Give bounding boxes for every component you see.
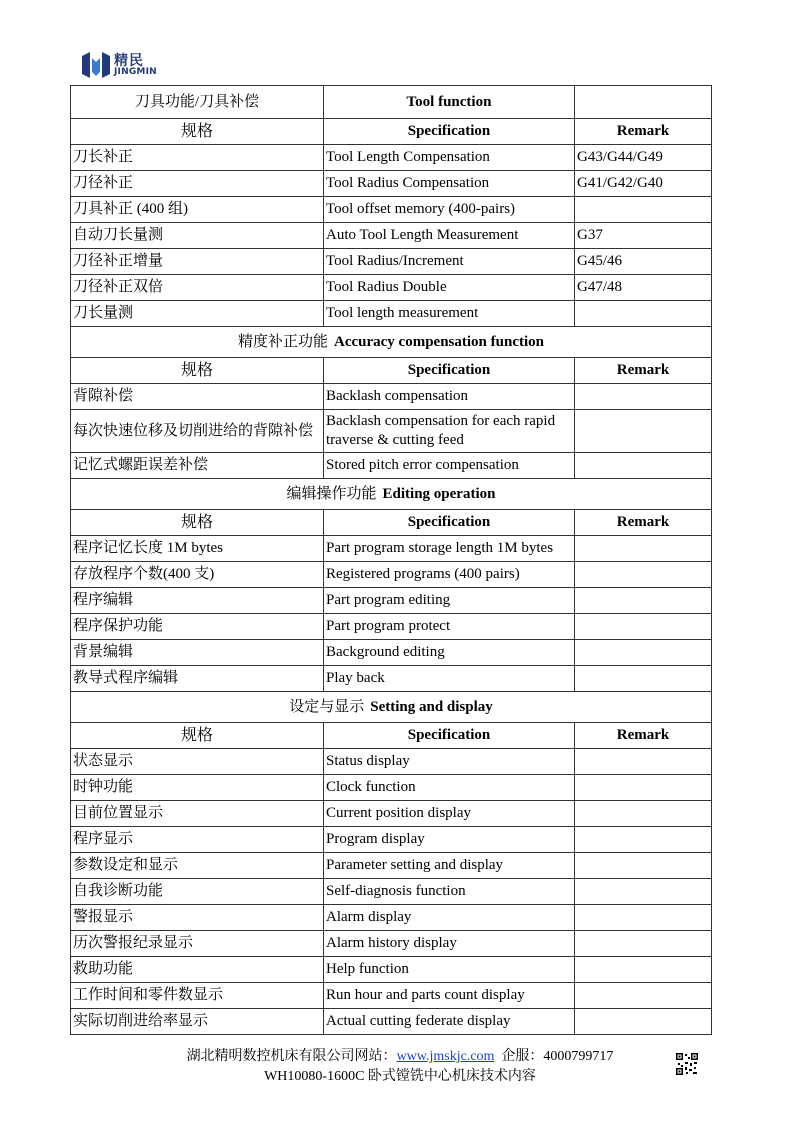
- table-row: [71, 879, 712, 905]
- row-spec-en: Part program storage length 1M bytes: [324, 536, 575, 562]
- row-spec-en: Clock function: [324, 775, 575, 801]
- row-remark: [575, 666, 712, 692]
- header-remark: Remark: [575, 510, 712, 536]
- table-row: [71, 931, 712, 957]
- row-spec-en: Play back: [324, 666, 575, 692]
- table-row: [71, 197, 712, 223]
- row-remark: [575, 562, 712, 588]
- table-row: [71, 384, 712, 410]
- row-spec-en: Tool Radius/Increment: [324, 249, 575, 275]
- table-row: [71, 957, 712, 983]
- section-title-cn: 设定与显示: [289, 698, 365, 715]
- row-spec-cn: 程序显示: [71, 827, 324, 853]
- row-spec-en: Run hour and parts count display: [324, 983, 575, 1009]
- row-spec-cn: 救助功能: [71, 957, 324, 983]
- title-cn: 刀具功能/刀具补偿: [71, 86, 324, 119]
- row-spec-cn: 刀径补正双倍: [71, 275, 324, 301]
- table-row: [71, 801, 712, 827]
- company-logo: [82, 50, 182, 82]
- row-spec-cn: 工作时间和零件数显示: [71, 983, 324, 1009]
- header-spec-cn: 规格: [71, 358, 324, 384]
- row-spec-en: Backlash compensation: [324, 384, 575, 410]
- header-spec-en: Specification: [324, 723, 575, 749]
- table-row: [71, 562, 712, 588]
- table-row: [71, 775, 712, 801]
- table-row: [71, 666, 712, 692]
- title-row: [71, 86, 712, 119]
- header-spec-en: Specification: [324, 119, 575, 145]
- table-row: [71, 614, 712, 640]
- row-remark: G47/48: [575, 275, 712, 301]
- row-spec-cn: 记忆式螺距误差补偿: [71, 453, 324, 479]
- section-row: [71, 327, 712, 358]
- row-remark: [575, 983, 712, 1009]
- row-spec-cn: 刀具补正 (400 组): [71, 197, 324, 223]
- row-spec-en: Backlash compensation for each rapid traverse & cutting feed: [324, 410, 575, 453]
- section-row: [71, 692, 712, 723]
- spec-table: [70, 85, 712, 1035]
- section-title-cn: 精度补正功能: [237, 333, 328, 350]
- row-spec-en: Alarm history display: [324, 931, 575, 957]
- table-row: [71, 588, 712, 614]
- row-spec-en: Tool length measurement: [324, 301, 575, 327]
- table-row: [71, 223, 712, 249]
- row-spec-cn: 背景编辑: [71, 640, 324, 666]
- row-remark: [575, 614, 712, 640]
- row-spec-en: Tool Length Compensation: [324, 145, 575, 171]
- row-spec-cn: 程序编辑: [71, 588, 324, 614]
- row-spec-en: Background editing: [324, 640, 575, 666]
- header-spec-en: Specification: [324, 358, 575, 384]
- header-remark: Remark: [575, 119, 712, 145]
- row-remark: [575, 301, 712, 327]
- header-remark: Remark: [575, 723, 712, 749]
- header-spec-en: Specification: [324, 510, 575, 536]
- section-title-en: Editing operation: [382, 485, 496, 502]
- row-spec-en: Actual cutting federate display: [324, 1009, 575, 1035]
- row-spec-en: Auto Tool Length Measurement: [324, 223, 575, 249]
- logo-english-name: JINGMIN: [114, 67, 157, 77]
- logo-chinese-name: 精民: [114, 53, 144, 69]
- row-spec-en: Tool offset memory (400-pairs): [324, 197, 575, 223]
- row-spec-cn: 自我诊断功能: [71, 879, 324, 905]
- row-spec-en: Parameter setting and display: [324, 853, 575, 879]
- row-spec-cn: 刀长量测: [71, 301, 324, 327]
- table-row: [71, 749, 712, 775]
- row-remark: [575, 775, 712, 801]
- table-row: [71, 275, 712, 301]
- row-spec-en: Tool Radius Double: [324, 275, 575, 301]
- table-row: [71, 1009, 712, 1035]
- table-row: [71, 301, 712, 327]
- footer-document-title: WH10080-1600C 卧式镗铣中心机床技术内容: [264, 1069, 536, 1084]
- row-remark: [575, 853, 712, 879]
- row-remark: [575, 410, 712, 453]
- row-remark: [575, 588, 712, 614]
- table-row: [71, 410, 712, 453]
- row-spec-en: Part program editing: [324, 588, 575, 614]
- row-spec-en: Stored pitch error compensation: [324, 453, 575, 479]
- table-row: [71, 853, 712, 879]
- row-spec-en: Current position display: [324, 801, 575, 827]
- table-row: [71, 536, 712, 562]
- footer-company: 湖北精明数控机床有限公司网站：: [186, 1049, 397, 1064]
- logo-mark-icon: [82, 52, 110, 78]
- row-spec-cn: 状态显示: [71, 749, 324, 775]
- qr-code-icon: [676, 1053, 698, 1075]
- header-remark: Remark: [575, 358, 712, 384]
- row-spec-cn: 程序记忆长度 1M bytes: [71, 536, 324, 562]
- row-remark: [575, 384, 712, 410]
- row-remark: [575, 931, 712, 957]
- section-title: [71, 327, 712, 358]
- header-spec-cn: 规格: [71, 119, 324, 145]
- table-row: [71, 453, 712, 479]
- row-remark: [575, 879, 712, 905]
- section-title-en: Setting and display: [370, 698, 493, 715]
- row-spec-cn: 刀径补正增量: [71, 249, 324, 275]
- header-spec-cn: 规格: [71, 723, 324, 749]
- row-remark: [575, 957, 712, 983]
- header-row: [71, 510, 712, 536]
- row-spec-en: Help function: [324, 957, 575, 983]
- row-remark: [575, 827, 712, 853]
- row-spec-cn: 自动刀长量测: [71, 223, 324, 249]
- row-spec-en: Tool Radius Compensation: [324, 171, 575, 197]
- section-title: [71, 479, 712, 510]
- row-spec-cn: 每次快速位移及切削进给的背隙补偿: [71, 410, 324, 453]
- section-row: [71, 479, 712, 510]
- title-en: Tool function: [324, 86, 575, 119]
- row-spec-en: Self-diagnosis function: [324, 879, 575, 905]
- row-spec-en: Status display: [324, 749, 575, 775]
- row-spec-cn: 参数设定和显示: [71, 853, 324, 879]
- row-spec-en: Part program protect: [324, 614, 575, 640]
- row-remark: G43/G44/G49: [575, 145, 712, 171]
- table-row: [71, 249, 712, 275]
- header-row: [71, 119, 712, 145]
- row-remark: [575, 749, 712, 775]
- row-remark: G45/46: [575, 249, 712, 275]
- header-row: [71, 723, 712, 749]
- row-spec-cn: 教导式程序编辑: [71, 666, 324, 692]
- row-spec-cn: 实际切削进给率显示: [71, 1009, 324, 1035]
- title-remark-cell: [575, 86, 712, 119]
- header-row: [71, 358, 712, 384]
- table-row: [71, 983, 712, 1009]
- row-spec-cn: 刀长补正: [71, 145, 324, 171]
- row-remark: [575, 536, 712, 562]
- table-row: [71, 827, 712, 853]
- row-remark: [575, 453, 712, 479]
- row-spec-en: Program display: [324, 827, 575, 853]
- row-spec-cn: 历次警报纪录显示: [71, 931, 324, 957]
- row-remark: [575, 905, 712, 931]
- row-remark: [575, 197, 712, 223]
- row-remark: G41/G42/G40: [575, 171, 712, 197]
- row-spec-cn: 刀径补正: [71, 171, 324, 197]
- table-row: [71, 145, 712, 171]
- row-remark: [575, 1009, 712, 1035]
- row-spec-cn: 程序保护功能: [71, 614, 324, 640]
- row-spec-cn: 时钟功能: [71, 775, 324, 801]
- row-remark: [575, 640, 712, 666]
- row-spec-en: Alarm display: [324, 905, 575, 931]
- row-remark: [575, 801, 712, 827]
- table-row: [71, 905, 712, 931]
- row-spec-cn: 警报显示: [71, 905, 324, 931]
- row-spec-cn: 目前位置显示: [71, 801, 324, 827]
- header-spec-cn: 规格: [71, 510, 324, 536]
- row-spec-cn: 背隙补偿: [71, 384, 324, 410]
- section-title: [71, 692, 712, 723]
- table-row: [71, 640, 712, 666]
- row-spec-en: Registered programs (400 pairs): [324, 562, 575, 588]
- section-title-cn: 编辑操作功能: [286, 485, 377, 502]
- table-row: [71, 171, 712, 197]
- footer-service: 企服：4000799717: [501, 1049, 614, 1064]
- section-title-en: Accuracy compensation function: [334, 333, 544, 350]
- row-spec-cn: 存放程序个数(400 支): [71, 562, 324, 588]
- row-remark: G37: [575, 223, 712, 249]
- footer-website-link[interactable]: www.jmskjc.com: [396, 1049, 495, 1064]
